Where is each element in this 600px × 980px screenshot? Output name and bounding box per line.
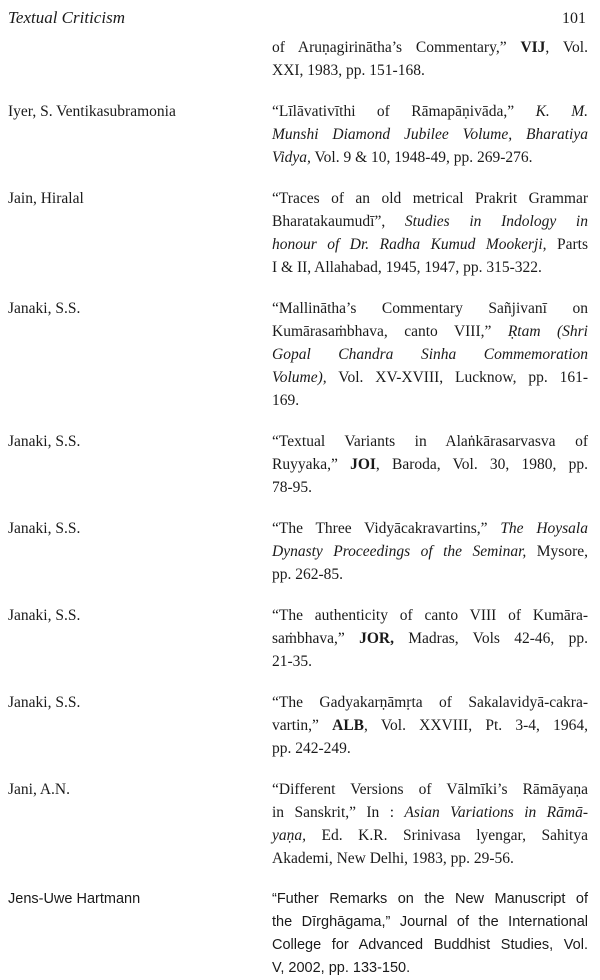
text-run: , Vol. XXVIII, Pt. 3-4, 1964,: [364, 717, 588, 734]
reference-line: [272, 256, 588, 279]
reference-line: [272, 59, 588, 82]
text-run: of Aruṇagirinātha’s Commentary,”: [272, 39, 521, 56]
reference-line: [272, 824, 588, 847]
running-title: Textual Criticism: [8, 8, 125, 27]
reference-line: [272, 187, 588, 210]
text-run: pp. 242-249.: [272, 740, 351, 757]
text-run: Bharatakaumudī”,: [272, 213, 405, 230]
entry-author: Jens-Uwe Hartmann: [8, 891, 141, 907]
bibliography-entry: [0, 100, 600, 169]
reference-line: [272, 957, 588, 980]
reference-line: [272, 737, 588, 760]
entry-spacer: [0, 760, 600, 778]
text-run: Kumārasaṁbhava, canto VIII,”: [272, 323, 508, 340]
bold-text: VIJ: [520, 39, 546, 56]
reference-line: [272, 801, 588, 824]
reference-line: [272, 389, 588, 412]
reference-line: [272, 650, 588, 673]
italic-text: The Hoysala: [500, 520, 588, 537]
entry-author: Janaki, S.S.: [8, 694, 81, 711]
entry-spacer: [0, 586, 600, 604]
text-run: Ruyyaka,”: [272, 456, 351, 473]
text-run: V, 2002, pp. 133-150.: [272, 960, 411, 976]
page-number: 101: [562, 10, 586, 27]
italic-text: K. M.: [535, 103, 588, 120]
text-run: 78-95.: [272, 479, 313, 496]
reference-line: [272, 297, 588, 320]
reference-line: [272, 366, 588, 389]
bold-text: ALB: [332, 717, 365, 734]
entry-reference: [272, 517, 588, 586]
bold-text: JOI: [350, 456, 376, 473]
entry-author: Iyer, S. Ventikasubramonia: [8, 103, 176, 120]
text-run: “Textual Variants in Alaṅkārasarvasva of: [272, 433, 588, 450]
text-run: Ed. K.R. Srinivasa lyengar, Sahitya: [306, 827, 588, 844]
entry-spacer: [0, 169, 600, 187]
text-run: , Baroda, Vol. 30, 1980, pp.: [375, 456, 588, 473]
text-run: saṁbhava,”: [272, 630, 360, 647]
entry-reference: [272, 100, 588, 169]
reference-line: [272, 540, 588, 563]
entry-spacer: [0, 82, 600, 100]
entry-spacer: [0, 412, 600, 430]
italic-text: Dynasty Proceedings of the Seminar,: [272, 543, 527, 560]
text-run: 21-35.: [272, 653, 313, 670]
reference-line: [272, 691, 588, 714]
bibliography-entry: [0, 888, 600, 980]
text-run: “The Gadyakarṇāmṛta of Sakalavidyā-cakra-: [272, 694, 588, 711]
text-run: “The Three Vidyācakravartins,”: [272, 520, 501, 537]
entry-reference: [272, 187, 588, 279]
reference-line: [272, 343, 588, 366]
text-run: Madras, Vols 42-46, pp.: [393, 630, 589, 647]
text-run: Vol. 9 & 10, 1948-49, pp. 269-276.: [310, 149, 533, 166]
italic-text: yaṇa,: [272, 827, 307, 844]
text-run: pp. 262-85.: [272, 566, 344, 583]
reference-line: [272, 847, 588, 870]
text-run: 169.: [272, 392, 300, 409]
reference-line: [272, 517, 588, 540]
entry-spacer: [0, 673, 600, 691]
bibliography-entry: [0, 297, 600, 412]
entry-reference: [272, 36, 588, 82]
reference-line: [272, 563, 588, 586]
italic-text: Asian Variations in Rāmā-: [404, 804, 588, 821]
bold-text: JOR,: [359, 630, 394, 647]
entry-spacer: [0, 499, 600, 517]
entry-reference: [272, 888, 588, 980]
reference-line: [272, 778, 588, 801]
reference-line: [272, 320, 588, 343]
entry-author: Janaki, S.S.: [8, 300, 81, 317]
reference-line: [272, 210, 588, 233]
italic-text: honour of Dr. Radha Kumud Mookerji,: [272, 236, 547, 253]
reference-line: [272, 604, 588, 627]
italic-text: Vidya,: [272, 149, 311, 166]
text-run: “Līlāvativīthi of Rāmapāṇivāda,”: [272, 103, 536, 120]
entry-author: Jain, Hiralal: [8, 190, 84, 207]
text-run: , Vol.: [545, 39, 588, 56]
reference-line: [272, 453, 588, 476]
text-run: in Sanskrit,” In :: [272, 804, 405, 821]
reference-line: [272, 476, 588, 499]
entry-author: Jani, A.N.: [8, 781, 70, 798]
text-run: Mysore,: [526, 543, 588, 560]
text-run: Parts: [546, 236, 589, 253]
entry-reference: [272, 691, 588, 760]
entry-reference: [272, 778, 588, 870]
reference-line: [272, 888, 588, 911]
entry-author: Janaki, S.S.: [8, 607, 81, 624]
reference-line: [272, 233, 588, 256]
reference-line: [272, 36, 588, 59]
bibliography-entry: [0, 36, 600, 82]
text-run: “The authenticity of canto VIII of Kumāra-: [272, 607, 588, 624]
bibliography-entry: [0, 604, 600, 673]
text-run: Akademi, New Delhi, 1983, pp. 29-56.: [272, 850, 514, 867]
bibliography-entry: [0, 778, 600, 870]
reference-line: [272, 714, 588, 737]
text-run: “Futher Remarks on the New Manuscript of: [272, 891, 588, 907]
text-run: “Mallinātha’s Commentary Sañjivanī on: [272, 300, 588, 317]
bibliography-entry: [0, 517, 600, 586]
italic-text: Gopal Chandra Sinha Commemoration: [272, 346, 588, 363]
entry-spacer: [0, 279, 600, 297]
italic-text: Ṛtam (Shri: [507, 323, 588, 340]
italic-text: Studies in Indology in: [404, 213, 588, 230]
text-run: Vol. XV-XVIII, Lucknow, pp. 161-: [326, 369, 588, 386]
entry-reference: [272, 297, 588, 412]
reference-line: [272, 430, 588, 453]
bibliography-list: [0, 36, 600, 980]
text-run: “Traces of an old metrical Prakrit Grammar: [272, 190, 588, 207]
text-run: XXI, 1983, pp. 151-168.: [272, 62, 425, 79]
entry-spacer: [0, 870, 600, 888]
text-run: “Different Versions of Vālmīki’s Rāmāyaṇa: [272, 781, 588, 798]
text-run: I & II, Allahabad, 1945, 1947, pp. 315-322.: [272, 259, 542, 276]
entry-reference: [272, 604, 588, 673]
bibliography-entry: [0, 691, 600, 760]
text-run: the Dīrghāgama,” Journal of the International: [272, 914, 588, 930]
entry-author: Janaki, S.S.: [8, 520, 81, 537]
reference-line: [272, 123, 588, 146]
reference-line: [272, 911, 588, 934]
entry-reference: [272, 430, 588, 499]
reference-line: [272, 100, 588, 123]
italic-text: Volume),: [272, 369, 327, 386]
reference-line: [272, 627, 588, 650]
text-run: vartin,”: [272, 717, 333, 734]
italic-text: Munshi Diamond Jubilee Volume, Bharatiya: [272, 126, 588, 143]
bibliography-entry: [0, 187, 600, 279]
bibliography-entry: [0, 430, 600, 499]
text-run: College for Advanced Buddhist Studies, Vol.: [272, 937, 588, 953]
reference-line: [272, 934, 588, 957]
entry-author: Janaki, S.S.: [8, 433, 81, 450]
reference-line: [272, 146, 588, 169]
